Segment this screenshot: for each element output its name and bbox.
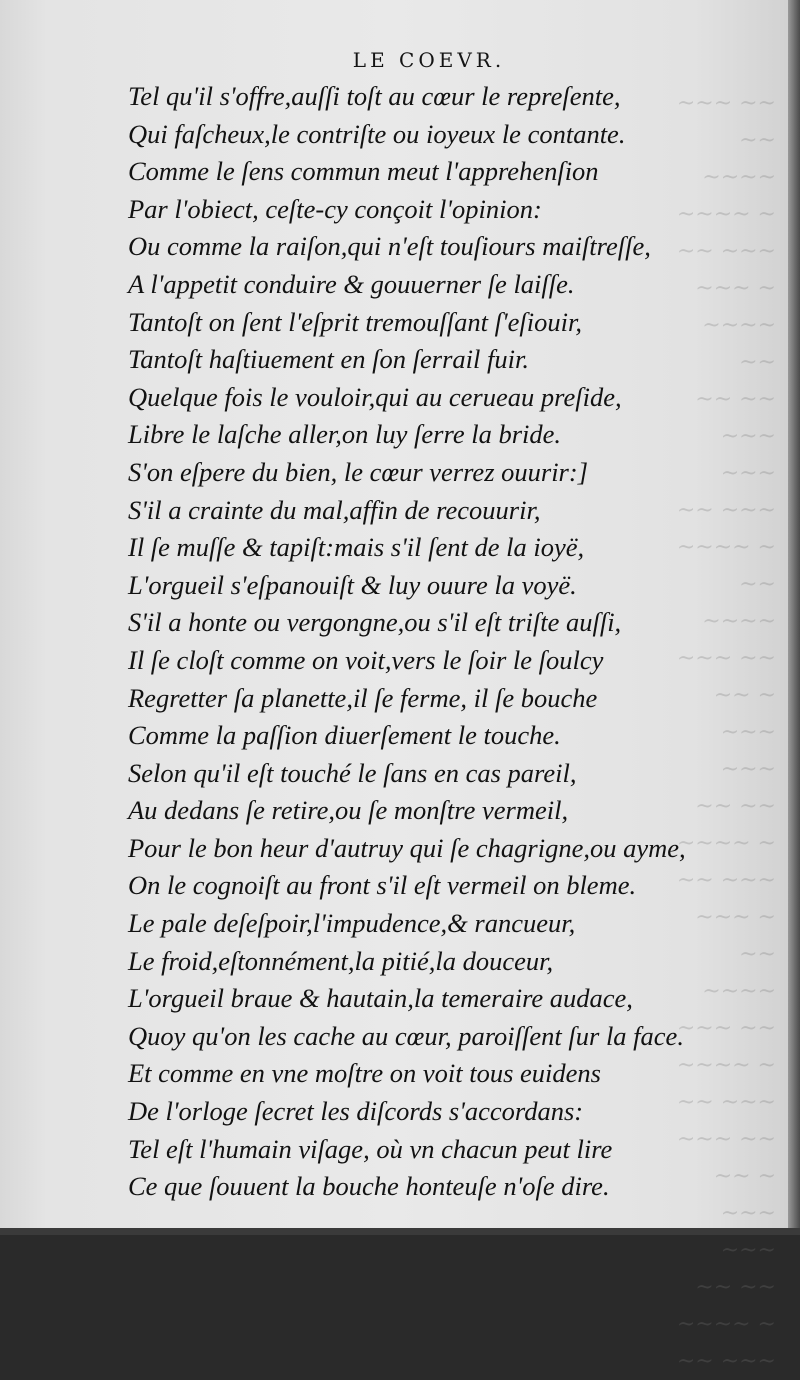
verse-line: Ou comme la raiſon,qui n'eſt touſiours maiſtreſſe,: [128, 231, 651, 262]
verse-line: Le pale deſeſpoir,l'impudence,& rancueur,: [128, 908, 576, 939]
verse-line: Tantoſt haſtiuement en ſon ſerrail fuir.: [128, 344, 529, 375]
verse-line: Par l'obiect, ceſte-cy conçoit l'opinion:: [128, 193, 542, 224]
verse-line: Selon qu'il eſt touché le ſans en cas pareil,: [128, 757, 577, 788]
verse-line: Le froid,eſtonnément,la pitié,la douceur,: [128, 945, 554, 976]
running-head: LE COEVR.: [352, 48, 506, 72]
verse-line: S'il a crainte du mal,affin de recouurir,: [128, 494, 541, 525]
verse-line: Pour le bon heur d'autruy qui ſe chagrigne,ou ayme,: [128, 832, 686, 863]
verse-line: On le cognoiſt au front s'il eſt vermeil on bleme.: [128, 870, 637, 901]
verse-line: Tel qu'il s'offre,auſſi toſt au cœur le repreſente,: [128, 81, 621, 111]
verse-line: Libre le laſche aller,on luy ſerre la bride.: [128, 419, 562, 450]
verse-line: Et comme en vne moſtre on voit tous euidens: [128, 1058, 601, 1089]
verse-line: Il ſe muſſe & tapiſt:mais s'il ſent de la ioyë,: [128, 532, 585, 563]
poem-text: [128, 78, 688, 1206]
verse-line: A l'appetit conduire & gouuerner ſe laiſſe.: [128, 268, 575, 299]
verse-line: Qui faſcheux,le contriſte ou ioyeux le contante.: [128, 118, 626, 149]
verse-line: Tantoſt on ſent l'eſprit tremouſſant ſ'eſiouir,: [128, 306, 583, 337]
verse-line: Au dedans ſe retire,ou ſe monſtre vermeil,: [128, 795, 569, 826]
verse-line: Quelque fois le vouloir,qui au cerueau preſide,: [128, 381, 622, 412]
verse-line: Il ſe cloſt comme on voit,vers le ſoir le ſoulcy: [128, 644, 604, 675]
bottom-edge-shadow: [0, 1228, 800, 1235]
verse-line: De l'orloge ſecret les diſcords s'accordans:: [128, 1096, 584, 1127]
verse-line: S'on eſpere du bien, le cœur verrez ouurir:]: [128, 456, 589, 487]
verse-line: S'il a honte ou vergongne,ou s'il eſt triſte auſſi,: [128, 607, 622, 638]
verse-line: L'orgueil s'eſpanouiſt & luy ouure la voyë.: [128, 569, 577, 600]
verse-line: Comme le ſens commun meut l'apprehenſion: [128, 156, 599, 187]
verse-line: Tel eſt l'humain viſage, où vn chacun peut lire: [128, 1133, 613, 1164]
verse-line: Quoy qu'on les cache au cœur, paroiſſent ſur la face.: [128, 1020, 684, 1051]
verse-line: Ce que ſouuent la bouche honteuſe n'oſe dire.: [128, 1171, 610, 1202]
bleed-through-texture: ~~~ ~~ ~~ ~~~~ ~~~~ ~ ~~ ~~~ ~~~ ~ ~~~~ ~~ ~~ ~~ ~~~ ~~~ ~~ ~~~ ~~~~ ~ ~~ ~~~~ ~~~ ~~ ~~ ~ ~~~ ~~~ ~~ ~~ ~~~~ ~ ~~ ~~~ ~~~ ~ ~~ ~~~~ ~~~ ~~ ~~~~ ~ ~~ ~~~ ~~~ ~~ ~~ ~ ~~~ ~~~ ~~ ~~ ~~~~ ~ ~~ ~~~: [676, 91, 776, 1374]
verse-line: L'orgueil braue & hautain,la temeraire audace,: [128, 983, 633, 1014]
verse-line: Comme la paſſion diuerſement le touche.: [128, 720, 561, 751]
page-edge-shadow: [788, 0, 800, 1235]
verse-line: Regretter ſa planette,il ſe ferme, il ſe bouche: [128, 682, 598, 713]
